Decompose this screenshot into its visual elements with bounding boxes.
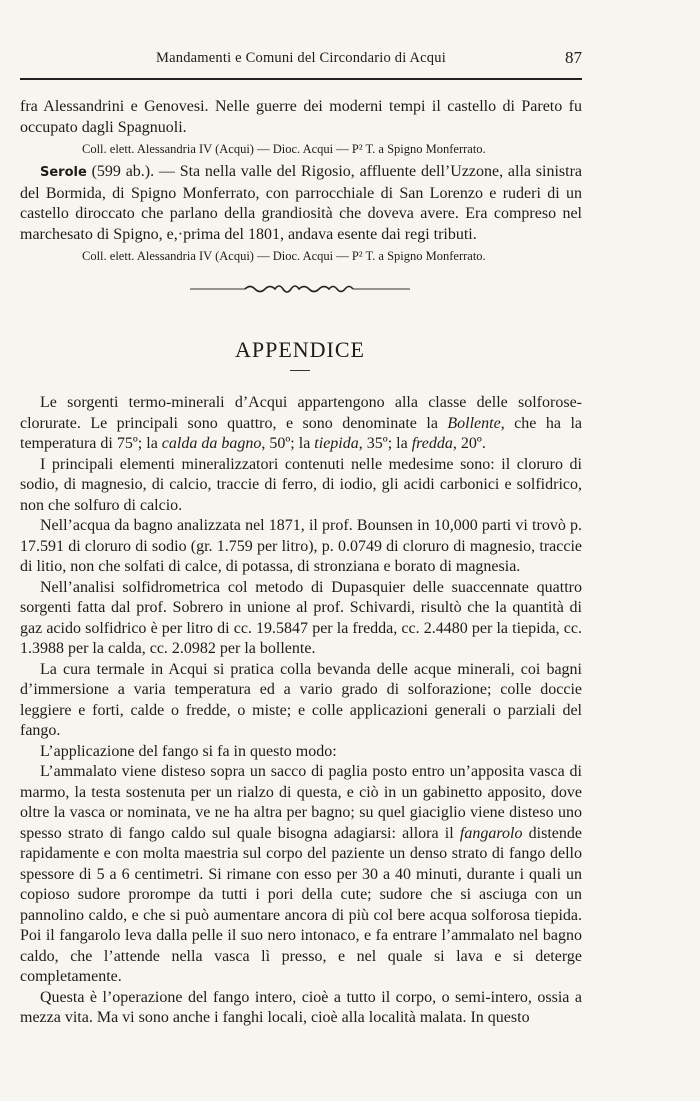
running-title: Mandamenti e Comuni del Circondario di Acqui xyxy=(156,50,446,66)
title-underline xyxy=(290,370,310,371)
paragraph-mud-intro: L’applicazione del fango si fa in questo modo: xyxy=(40,742,337,760)
paragraph-elements: I principali elementi mineralizzatori contenuti nelle medesime sono: il cloruro di sodio, di magnesio, di calcio, traccie di ferro, di iodio, gli acidi carbonici e solfidrico, non che solfuro di calcio. xyxy=(20,455,582,514)
serole-text: (599 ab.). — Sta nella valle del Rigosio, affluente dell’Uzzone, alla sinistra del Bormida, di Spigno Monferrato, con parrocchiale di San Lorenzo e ruderi di un castello diroccato che parlano della grandiosità che doveva avere. Era compreso nel marchesato di Spigno, e,·prima del 1801, andava esente dai regi tributi. xyxy=(20,163,582,243)
page-number: 87 xyxy=(565,48,582,67)
header-rule xyxy=(20,78,582,80)
paragraph-cure: La cura termale in Acqui si pratica colla bevanda delle acque minerali, coi bagni d’immersione a varia temperatura ed a vario grado di solforazione; colle doccie leggiere e forti, calde o fredde, o miste; e colle applicazioni generali o parziali del fango. xyxy=(20,660,582,739)
paragraph-solfidrometric: Nell’analisi solfidrometrica col metodo di Dupasquier delle suaccennate quattro sorgenti fatta dal prof. Sobrero in unione al prof. Schivardi, risultò che la quantità di gaz acido solfidrico è per litro di cc. 19.5847 per la fredda, cc. 2.4480 per la tiepida, cc. 1.3988 per la calda, cc. 2.0982 per la bollente. xyxy=(20,578,582,657)
serole-heading: Serole xyxy=(40,165,87,180)
paragraph-sources: Le sorgenti termo-minerali d’Acqui appartengono alla classe delle solforose-clorurate. Le principali sono quattro, e sono denominate la Bollente, che ha la temperatura di 75º; la calda da bagno, 50º; la tiepida, 35º; la fredda, 20º. xyxy=(20,394,582,452)
paragraph-analysis-1871: Nell’acqua da bagno analizzata nel 1871, il prof. Bounsen in 10,000 parti vi trovò p. 17.591 di cloruro di sodio (gr. 1.759 per litro), p. 0.0749 di cloruro di magnesio, traccie di litio, non che solfati di calce, di potassa, di stronziana e borato di magnesia. xyxy=(20,517,582,575)
collegio-note-pareto: Coll. elett. Alessandria IV (Acqui) — Dioc. Acqui — P² T. a Spigno Monferrato. xyxy=(82,142,486,156)
top-section xyxy=(20,97,582,265)
collegio-note-serole: Coll. elett. Alessandria IV (Acqui) — Dioc. Acqui — P² T. a Spigno Monferrato. xyxy=(82,249,486,263)
serole-entry xyxy=(20,162,582,245)
paragraph-mud-types: Questa è l’operazione del fango intero, cioè a tutto il corpo, o semi-intero, ossia a mezza vita. Ma vi sono anche i fanghi locali, cioè alla località malata. In questo xyxy=(20,988,582,1026)
paragraph-mud-procedure: L’ammalato viene disteso sopra un sacco di paglia posto entro un’apposita vasca di marmo, la testa sostenuta per un rialzo di questa, e ciò in un gabinetto apposito, dove oltre la vasca or nominata, ve ne ha altra per bagno; su quel giaciglio viene disteso uno spesso strato di fango caldo sul quale bisogna adagiarsi: allora il fangarolo distende rapidamente e con molta maestria sul corpo del paziente un denso strato di fango dello spessore di 5 a 6 centimetri. Si rimane con esso per 30 a 40 minuti, durante i quali un copioso sudore prorompe da tutti i pori della cute; sudore che si asciuga con un pannolino caldo, e che si può aumentare ancora di più col bere acqua solforosa tiepida. Poi il fangarolo leva dalla pelle il suo nero intonaco, e fa entrare l’ammalato nel bagno caldo, che l’attende nella vasca lì presso, e nel quale si lava e si deterge completamente. xyxy=(20,763,582,985)
appendix-title: APPENDICE xyxy=(234,337,365,362)
appendix-body xyxy=(20,393,582,1029)
ornament-divider xyxy=(190,283,410,295)
pareto-continuation: fra Alessandrini e Genovesi. Nelle guerre dei moderni tempi il castello di Pareto fu occupato dagli Spagnuoli. xyxy=(20,98,582,136)
